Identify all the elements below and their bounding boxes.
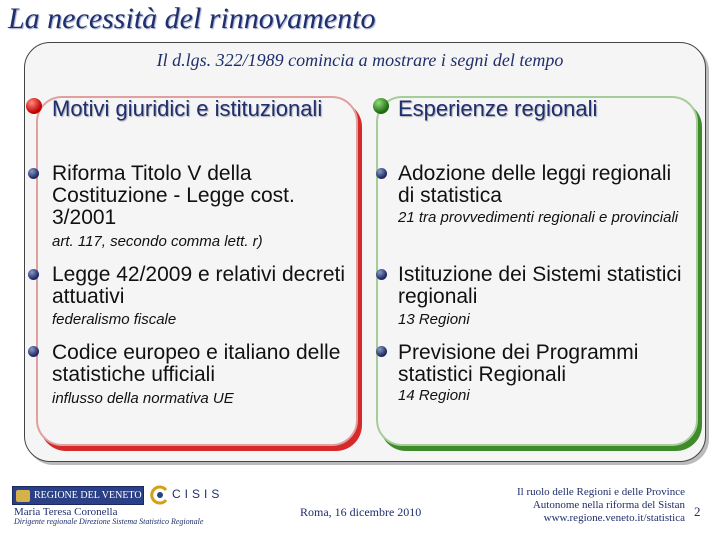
footer-info-line-3: www.regione.veneto.it/statistica: [543, 512, 685, 524]
regione-veneto-logo: [12, 486, 144, 505]
navy-ball-icon: [376, 168, 387, 179]
regione-veneto-logo-text: REGIONE DEL VENETO: [34, 490, 142, 501]
left-item-3: Codice europeo e italiano delle statistiche ufficiali: [52, 341, 341, 386]
navy-ball-icon: [28, 168, 39, 179]
navy-ball-icon: [28, 346, 39, 357]
cisis-logo-text: CISIS: [172, 487, 224, 501]
left-item-1: Riforma Titolo V della Costituzione - Legge cost. 3/2001: [52, 162, 295, 229]
page-number: 2: [694, 504, 701, 519]
author-role: Dirigente regionale Direzione Sistema Statistico Regionale: [14, 517, 204, 526]
veneto-crest-icon: [16, 490, 30, 502]
right-item-3: Previsione dei Programmi statistici Regionali: [398, 341, 639, 386]
presentation-date: Roma, 16 dicembre 2010: [300, 505, 422, 519]
right-item-1: Adozione delle leggi regionali di statistica: [398, 162, 672, 207]
footer-info-line-1: Il ruolo delle Regioni e delle Province: [516, 486, 685, 498]
right-item-2-note: 13 Regioni: [398, 311, 470, 328]
navy-ball-icon: [28, 269, 39, 280]
red-ball-icon: [26, 98, 42, 114]
right-item-1-note: 21 tra provvedimenti regionali e provinciali: [398, 209, 679, 226]
navy-ball-icon: [376, 346, 387, 357]
right-item-3-note: 14 Regioni: [398, 387, 470, 404]
footer-info: [470, 486, 685, 525]
slide-subtitle: Il d.lgs. 322/1989 comincia a mostrare i segni del tempo: [156, 50, 564, 70]
green-ball-icon: [373, 98, 389, 114]
footer-info-line-2: Autonome nella riforma del Sistan: [532, 499, 685, 511]
left-item-2-note: federalismo fiscale: [52, 311, 177, 328]
right-item-2: Istituzione dei Sistemi statistici regionali: [398, 263, 682, 308]
cisis-mark-icon: [150, 485, 170, 505]
author-name: Maria Teresa Coronella: [14, 506, 118, 518]
slide-title: La necessità del rinnovamento: [8, 2, 376, 35]
right-panel-header: Esperienze regionali: [398, 96, 598, 121]
cisis-logo: [150, 483, 223, 505]
left-item-1-note: art. 117, secondo comma lett. r): [52, 233, 263, 250]
navy-ball-icon: [376, 269, 387, 280]
left-item-3-note: influsso della normativa UE: [52, 390, 234, 407]
left-item-2: Legge 42/2009 e relativi decreti attuativi: [52, 263, 346, 308]
left-panel-header: Motivi giuridici e istituzionali: [52, 96, 323, 121]
